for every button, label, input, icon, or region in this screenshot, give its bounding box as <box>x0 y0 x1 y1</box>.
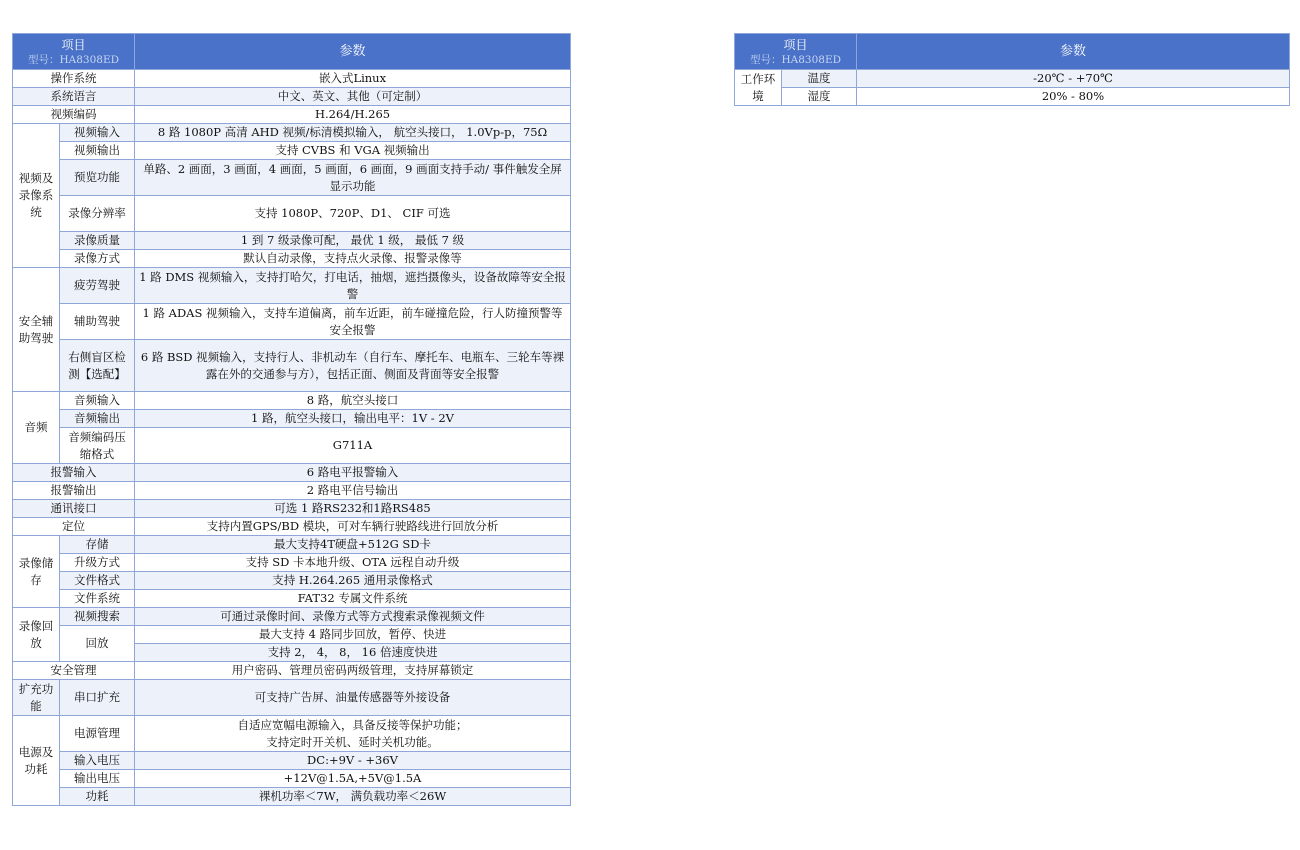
row-value-line: 自适应宽幅电源输入，具备反接等保护功能； <box>237 717 468 732</box>
row-label: 右侧盲区检测【选配】 <box>60 340 135 392</box>
group-label-expand: 扩充功能 <box>13 680 60 716</box>
row-label: 升级方式 <box>60 554 135 572</box>
table-row <box>13 572 571 590</box>
group-label-video: 视频及录像系统 <box>13 124 60 268</box>
table-row <box>13 770 571 788</box>
row-label: 安全管理 <box>13 662 135 680</box>
row-label: 音频编码压缩格式 <box>60 428 135 464</box>
table-row <box>13 142 571 160</box>
row-value: 最大支持4T硬盘+512G SD卡 <box>135 536 571 554</box>
table-row <box>13 752 571 770</box>
row-value: 支持内置GPS/BD 模块，可对车辆行驶路线进行回放分析 <box>135 518 571 536</box>
row-value: 支持 1080P、720P、D1、 CIF 可选 <box>135 196 571 232</box>
row-value: 支持 2， 4， 8， 16 倍速度快进 <box>135 644 571 662</box>
row-label: 输出电压 <box>60 770 135 788</box>
row-value: 1 路 DMS 视频输入，支持打哈欠，打电话，抽烟，遮挡摄像头，设备故障等安全报警 <box>135 268 571 304</box>
row-value: DC:+9V - +36V <box>135 752 571 770</box>
row-label: 视频输入 <box>60 124 135 142</box>
table-row <box>13 392 571 410</box>
table-row <box>13 196 571 232</box>
header-item-label: 项目 <box>61 37 86 52</box>
row-label: 操作系统 <box>13 70 135 88</box>
row-label: 文件系统 <box>60 590 135 608</box>
table-row <box>13 662 571 680</box>
header-model-label: 型号：HA8308ED <box>27 53 120 66</box>
header-item <box>735 34 857 70</box>
row-value: 6 路电平报警输入 <box>135 464 571 482</box>
row-value: 可选 1 路RS232和1路RS485 <box>135 500 571 518</box>
table-row <box>13 464 571 482</box>
row-value: 1 路，航空头接口，输出电平：1V - 2V <box>135 410 571 428</box>
table-row <box>13 428 571 464</box>
row-value: 最大支持 4 路同步回放，暂停、快进 <box>135 626 571 644</box>
table-row <box>13 482 571 500</box>
table-row <box>13 106 571 124</box>
row-label: 录像分辨率 <box>60 196 135 232</box>
table-row <box>735 88 1290 106</box>
row-value: 20% - 80% <box>857 88 1290 106</box>
row-value: 默认自动录像，支持点火录像、报警录像等 <box>135 250 571 268</box>
row-value: 裸机功率＜7W， 满负载功率＜26W <box>135 788 571 806</box>
table-row <box>735 70 1290 88</box>
table-row <box>13 410 571 428</box>
row-label: 报警输出 <box>13 482 135 500</box>
table-row <box>13 536 571 554</box>
row-label: 湿度 <box>782 88 857 106</box>
row-value <box>135 716 571 752</box>
row-value: 2 路电平信号输出 <box>135 482 571 500</box>
row-value: 嵌入式Linux <box>135 70 571 88</box>
row-label: 功耗 <box>60 788 135 806</box>
table-row <box>13 608 571 626</box>
group-label-power: 电源及功耗 <box>13 716 60 806</box>
row-label: 报警输入 <box>13 464 135 482</box>
row-value: 支持 H.264.265 通用录像格式 <box>135 572 571 590</box>
header-param: 参数 <box>135 34 571 70</box>
table-row <box>13 500 571 518</box>
group-label-audio: 音频 <box>13 392 60 464</box>
row-label: 温度 <box>782 70 857 88</box>
table-row <box>13 626 571 644</box>
table-row <box>13 160 571 196</box>
group-label-playback: 录像回放 <box>13 608 60 662</box>
row-value: H.264/H.265 <box>135 106 571 124</box>
row-value: 8 路，航空头接口 <box>135 392 571 410</box>
spec-table-right <box>734 33 1290 106</box>
header-param: 参数 <box>857 34 1290 70</box>
table-row <box>13 788 571 806</box>
row-label: 回放 <box>60 626 135 662</box>
group-label-storage: 录像储存 <box>13 536 60 608</box>
row-value: 1 到 7 级录像可配， 最优 1 级， 最低 7 级 <box>135 232 571 250</box>
table-row <box>13 70 571 88</box>
row-value: 可支持广告屏、油量传感器等外接设备 <box>135 680 571 716</box>
header-item <box>13 34 135 70</box>
row-label: 视频输出 <box>60 142 135 160</box>
row-label: 音频输入 <box>60 392 135 410</box>
table-row <box>13 340 571 392</box>
row-label: 录像方式 <box>60 250 135 268</box>
row-value: 可通过录像时间、录像方式等方式搜索录像视频文件 <box>135 608 571 626</box>
row-value: 单路、2 画面，3 画面，4 画面，5 画面，6 画面，9 画面支持手动/ 事件触发全屏显示功能 <box>135 160 571 196</box>
row-label: 文件格式 <box>60 572 135 590</box>
row-label: 存储 <box>60 536 135 554</box>
table-row <box>13 268 571 304</box>
row-value-line: 支持定时开关机、延时关机功能。 <box>266 734 439 749</box>
row-label: 电源管理 <box>60 716 135 752</box>
table-row <box>13 590 571 608</box>
row-label: 串口扩充 <box>60 680 135 716</box>
row-value: 支持 CVBS 和 VGA 视频输出 <box>135 142 571 160</box>
row-value: 中文、英文、其他（可定制） <box>135 88 571 106</box>
table-row <box>13 124 571 142</box>
header-model-label: 型号：HA8308ED <box>749 53 842 66</box>
row-value: -20℃ - +70℃ <box>857 70 1290 88</box>
table-row <box>13 554 571 572</box>
table-row <box>13 518 571 536</box>
row-label: 视频编码 <box>13 106 135 124</box>
row-value: 用户密码、管理员密码两级管理，支持屏幕锁定 <box>135 662 571 680</box>
group-label-env: 工作环境 <box>735 70 782 106</box>
row-value: 支持 SD 卡本地升级、OTA 远程自动升级 <box>135 554 571 572</box>
row-label: 视频搜索 <box>60 608 135 626</box>
row-label: 输入电压 <box>60 752 135 770</box>
row-value: 1 路 ADAS 视频输入，支持车道偏离，前车近距，前车碰撞危险，行人防撞预警等安全报警 <box>135 304 571 340</box>
table-row <box>13 304 571 340</box>
row-label: 通讯接口 <box>13 500 135 518</box>
table-row <box>13 88 571 106</box>
table-row <box>13 680 571 716</box>
row-label: 系统语言 <box>13 88 135 106</box>
table-row <box>13 232 571 250</box>
row-label: 辅助驾驶 <box>60 304 135 340</box>
row-label: 录像质量 <box>60 232 135 250</box>
header-item-label: 项目 <box>783 37 808 52</box>
table-row <box>13 250 571 268</box>
row-value: 6 路 BSD 视频输入，支持行人、非机动车（自行车、摩托车、电瓶车、三轮车等裸露在外的交通参与方），包括正面、侧面及背面等安全报警 <box>135 340 571 392</box>
row-label: 预览功能 <box>60 160 135 196</box>
row-value: FAT32 专属文件系统 <box>135 590 571 608</box>
row-value: 8 路 1080P 高清 AHD 视频/标清模拟输入， 航空头接口， 1.0Vp-p，75Ω <box>135 124 571 142</box>
row-label: 定位 <box>13 518 135 536</box>
row-value: G711A <box>135 428 571 464</box>
group-label-safety: 安全辅助驾驶 <box>13 268 60 392</box>
row-value: +12V@1.5A,+5V@1.5A <box>135 770 571 788</box>
spec-table-left <box>12 33 571 806</box>
row-label: 疲劳驾驶 <box>60 268 135 304</box>
table-row <box>13 716 571 752</box>
row-label: 音频输出 <box>60 410 135 428</box>
